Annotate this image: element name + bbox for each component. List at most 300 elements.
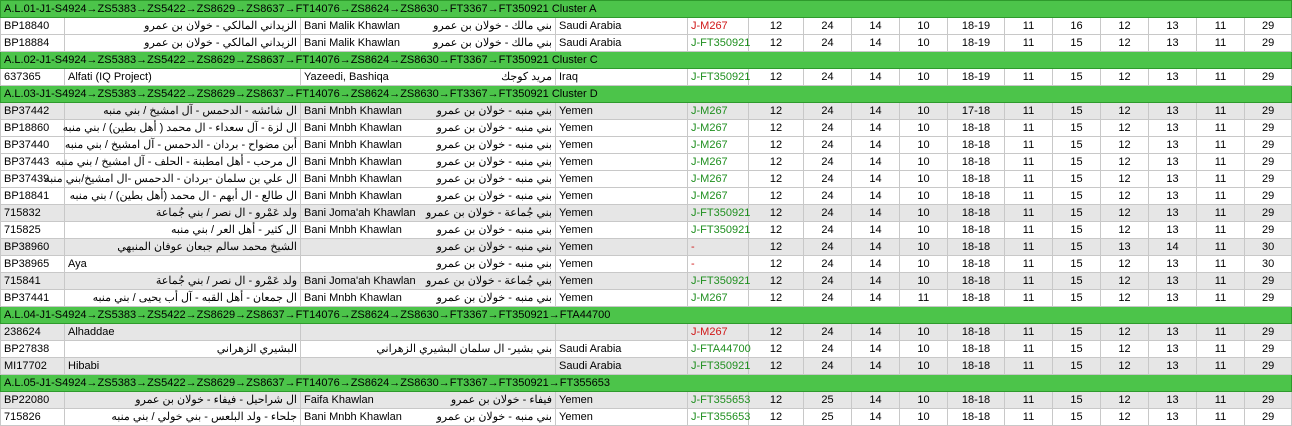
kit-id-cell: BP22080 <box>1 392 65 409</box>
tribe-cell <box>301 273 556 290</box>
str-value-cell: 15 <box>1053 341 1101 358</box>
table-row[interactable] <box>1 137 1292 154</box>
tribe-arabic: بني بشير- ال سلمان البشيري الزهراني <box>376 343 552 355</box>
str-value-cell: 24 <box>804 137 852 154</box>
tribe-arabic: فيفاء - خولان بن عمرو <box>450 394 552 406</box>
tribe-arabic: بني منبه - خولان بن عمرو <box>436 258 552 270</box>
str-value-cell: 12 <box>749 341 804 358</box>
str-value-cell: 12 <box>1101 69 1149 86</box>
str-value-cell: 10 <box>900 358 948 375</box>
country-cell <box>556 324 688 341</box>
str-value-cell: 13 <box>1149 341 1197 358</box>
str-value-cell: 11 <box>1197 137 1245 154</box>
tribe-arabic: بني منبه - خولان بن عمرو <box>436 105 552 117</box>
lineage-name-cell: ال لزة - آل سعداء - ال محمد ( أهل بطين) / بني منبه <box>65 120 301 137</box>
haplogroup-cell: J-M267 <box>688 290 749 307</box>
str-value-cell: 11 <box>1197 239 1245 256</box>
lineage-name-cell: Hibabi <box>65 358 301 375</box>
str-value-cell: 18-18 <box>948 222 1005 239</box>
str-value-cell: 24 <box>804 188 852 205</box>
str-value-cell: 10 <box>900 35 948 52</box>
tribe-cell <box>301 35 556 52</box>
haplogroup-cell: J-FT350921 <box>688 35 749 52</box>
str-value-cell: 12 <box>1101 222 1149 239</box>
str-value-cell: 13 <box>1149 324 1197 341</box>
tribe-arabic: بني منبه - خولان بن عمرو <box>436 292 552 304</box>
str-value-cell: 11 <box>1005 154 1053 171</box>
tribe-latin: Bani Malik Khawlan <box>304 37 400 49</box>
str-value-cell: 12 <box>1101 273 1149 290</box>
str-value-cell: 18-18 <box>948 171 1005 188</box>
haplogroup-cell: J-FT350921 <box>688 69 749 86</box>
str-value-cell: 14 <box>852 324 900 341</box>
str-value-cell: 29 <box>1245 290 1292 307</box>
str-value-cell: 12 <box>749 409 804 426</box>
str-value-cell: 15 <box>1053 256 1101 273</box>
str-value-cell: 29 <box>1245 103 1292 120</box>
str-value-cell: 11 <box>1005 341 1053 358</box>
str-value-cell: 15 <box>1053 171 1101 188</box>
str-value-cell: 13 <box>1149 137 1197 154</box>
str-value-cell: 24 <box>804 256 852 273</box>
str-value-cell: 11 <box>1005 290 1053 307</box>
str-value-cell: 14 <box>852 154 900 171</box>
tribe-latin: Bani Mnbh Khawlan <box>304 122 402 134</box>
country-cell: Yemen <box>556 154 688 171</box>
str-value-cell: 18-18 <box>948 409 1005 426</box>
str-value-cell: 15 <box>1053 154 1101 171</box>
str-value-cell: 12 <box>749 69 804 86</box>
str-value-cell: 14 <box>852 103 900 120</box>
str-value-cell: 11 <box>1197 256 1245 273</box>
haplogroup-cell: - <box>688 239 749 256</box>
str-value-cell: 18-18 <box>948 205 1005 222</box>
str-value-cell: 10 <box>900 188 948 205</box>
str-value-cell: 12 <box>1101 154 1149 171</box>
str-value-cell: 11 <box>1005 35 1053 52</box>
str-value-cell: 24 <box>804 273 852 290</box>
table-row[interactable] <box>1 409 1292 426</box>
str-value-cell: 30 <box>1245 256 1292 273</box>
str-value-cell: 24 <box>804 239 852 256</box>
str-value-cell: 11 <box>1005 358 1053 375</box>
tribe-cell <box>301 324 556 341</box>
str-value-cell: 14 <box>852 239 900 256</box>
kit-id-cell: 715832 <box>1 205 65 222</box>
str-value-cell: 15 <box>1053 290 1101 307</box>
lineage-name-cell: ال شائشه - الدحمس - آل امشيخ / بني منبه <box>65 103 301 120</box>
str-value-cell: 12 <box>749 324 804 341</box>
str-value-cell: 11 <box>1197 409 1245 426</box>
lineage-name-cell: البشيري الزهراني <box>65 341 301 358</box>
str-value-cell: 11 <box>1005 222 1053 239</box>
str-value-cell: 13 <box>1149 35 1197 52</box>
str-value-cell: 11 <box>1005 18 1053 35</box>
cluster-header-row <box>1 307 1292 324</box>
tribe-cell <box>301 290 556 307</box>
str-value-cell: 17-18 <box>948 103 1005 120</box>
lineage-name-cell: ال طالع - ال أبهم - ال محمد (أهل بطين) / بني منبه <box>65 188 301 205</box>
tribe-cell <box>301 256 556 273</box>
str-value-cell: 12 <box>1101 137 1149 154</box>
str-value-cell: 14 <box>852 120 900 137</box>
str-value-cell: 12 <box>1101 188 1149 205</box>
kit-id-cell: 238624 <box>1 324 65 341</box>
kit-id-cell: 715841 <box>1 273 65 290</box>
str-value-cell: 12 <box>1101 171 1149 188</box>
tribe-latin: Faifa Khawlan <box>304 394 374 406</box>
str-value-cell: 29 <box>1245 205 1292 222</box>
haplogroup-cell: J-FTA44700 <box>688 341 749 358</box>
str-value-cell: 11 <box>1005 188 1053 205</box>
str-value-cell: 12 <box>749 205 804 222</box>
str-value-cell: 13 <box>1149 120 1197 137</box>
country-cell: Yemen <box>556 120 688 137</box>
str-value-cell: 13 <box>1101 239 1149 256</box>
country-cell: Yemen <box>556 171 688 188</box>
str-value-cell: 24 <box>804 35 852 52</box>
str-value-cell: 13 <box>1149 392 1197 409</box>
table-row[interactable] <box>1 35 1292 52</box>
str-value-cell: 18-18 <box>948 137 1005 154</box>
str-value-cell: 10 <box>900 137 948 154</box>
table-row[interactable] <box>1 239 1292 256</box>
str-value-cell: 25 <box>804 392 852 409</box>
str-value-cell: 10 <box>900 239 948 256</box>
country-cell: Yemen <box>556 409 688 426</box>
tribe-arabic: بني منبه - خولان بن عمرو <box>436 190 552 202</box>
str-value-cell: 13 <box>1149 154 1197 171</box>
country-cell: Yemen <box>556 290 688 307</box>
str-value-cell: 13 <box>1149 188 1197 205</box>
str-value-cell: 18-18 <box>948 358 1005 375</box>
tribe-cell <box>301 392 556 409</box>
haplogroup-cell: J-FT350921 <box>688 358 749 375</box>
str-value-cell: 15 <box>1053 120 1101 137</box>
str-value-cell: 11 <box>1197 35 1245 52</box>
str-value-cell: 24 <box>804 341 852 358</box>
lineage-name-cell: ال جمعان - أهل القبه - آل أب يحيى / بني منبه <box>65 290 301 307</box>
str-value-cell: 29 <box>1245 341 1292 358</box>
str-value-cell: 11 <box>1197 171 1245 188</box>
str-value-cell: 11 <box>1005 409 1053 426</box>
str-value-cell: 11 <box>1005 256 1053 273</box>
haplogroup-cell: J-M267 <box>688 18 749 35</box>
str-value-cell: 12 <box>749 273 804 290</box>
str-value-cell: 11 <box>1005 205 1053 222</box>
haplogroup-cell: J-M267 <box>688 171 749 188</box>
lineage-name-cell: Alhaddae <box>65 324 301 341</box>
cluster-header-row <box>1 52 1292 69</box>
str-value-cell: 12 <box>749 18 804 35</box>
tribe-latin: Bani Joma'ah Khawlan <box>304 207 416 219</box>
tribe-latin: Yazeedi, Bashiqa <box>304 71 389 83</box>
tribe-cell <box>301 18 556 35</box>
str-value-cell: 10 <box>900 120 948 137</box>
str-value-cell: 11 <box>1005 137 1053 154</box>
cluster-header-row <box>1 375 1292 392</box>
str-value-cell: 14 <box>852 205 900 222</box>
str-value-cell: 15 <box>1053 205 1101 222</box>
str-value-cell: 10 <box>900 171 948 188</box>
lineage-name-cell: جلحاء - ولد البلعس - بني خولي / بني منبه <box>65 409 301 426</box>
str-value-cell: 14 <box>852 35 900 52</box>
str-value-cell: 29 <box>1245 171 1292 188</box>
str-value-cell: 14 <box>852 137 900 154</box>
country-cell: Yemen <box>556 256 688 273</box>
tribe-arabic: بني منبه - خولان بن عمرو <box>436 241 552 253</box>
table-row[interactable] <box>1 205 1292 222</box>
tribe-arabic: بني جُماعة - خولان بن عمرو <box>425 207 552 219</box>
table-row[interactable] <box>1 188 1292 205</box>
country-cell: Saudi Arabia <box>556 35 688 52</box>
tribe-arabic: بني منبه - خولان بن عمرو <box>436 224 552 236</box>
lineage-name-cell: ال مرحب - أهل امطبنة - الحلف - آل امشيخ / بني منبه <box>65 154 301 171</box>
str-value-cell: 10 <box>900 409 948 426</box>
str-value-cell: 10 <box>900 273 948 290</box>
str-value-cell: 18-18 <box>948 324 1005 341</box>
str-value-cell: 15 <box>1053 69 1101 86</box>
str-value-cell: 11 <box>1005 324 1053 341</box>
str-value-cell: 29 <box>1245 392 1292 409</box>
str-value-cell: 18-18 <box>948 154 1005 171</box>
tribe-latin: Bani Mnbh Khawlan <box>304 139 402 151</box>
str-value-cell: 18-18 <box>948 341 1005 358</box>
table-row[interactable] <box>1 256 1292 273</box>
table-row[interactable] <box>1 290 1292 307</box>
table-row[interactable] <box>1 154 1292 171</box>
tribe-arabic: بني مالك - خولان بن عمرو <box>433 37 552 49</box>
str-value-cell: 18-18 <box>948 256 1005 273</box>
lineage-name-cell: أبن مضواح - بردان - الدحمس - آل امشيخ / بني منبه <box>65 137 301 154</box>
table-row[interactable] <box>1 392 1292 409</box>
haplogroup-cell: J-FT355653 <box>688 392 749 409</box>
lineage-name-cell: ولد عَمْرو - ال نصر / بني جُماعة <box>65 273 301 290</box>
str-value-cell: 12 <box>749 290 804 307</box>
str-value-cell: 18-18 <box>948 392 1005 409</box>
str-value-cell: 14 <box>852 222 900 239</box>
str-value-cell: 11 <box>1197 358 1245 375</box>
str-value-cell: 18-18 <box>948 188 1005 205</box>
tribe-cell <box>301 341 556 358</box>
haplogroup-cell: J-M267 <box>688 137 749 154</box>
str-value-cell: 29 <box>1245 222 1292 239</box>
cluster-label: A.L.03-J1-S4924→ZS5383→ZS5422→ZS8629→ZS8637→FT14076→ZS8624→ZS8630→FT3367→FT350921 Cluster D <box>1 86 1292 103</box>
str-value-cell: 11 <box>1197 69 1245 86</box>
cluster-label: A.L.05-J1-S4924→ZS5383→ZS5422→ZS8629→ZS8637→FT14076→ZS8624→ZS8630→FT3367→FT350921→FT355653 <box>1 375 1292 392</box>
cluster-label: A.L.01-J1-S4924→ZS5383→ZS5422→ZS8629→ZS8637→FT14076→ZS8624→ZS8630→FT3367→FT350921 Cluster A <box>1 1 1292 18</box>
str-value-cell: 14 <box>1149 239 1197 256</box>
tribe-latin: Bani Mnbh Khawlan <box>304 105 402 117</box>
country-cell: Yemen <box>556 205 688 222</box>
table-row[interactable] <box>1 273 1292 290</box>
table-row[interactable] <box>1 222 1292 239</box>
kit-id-cell: BP27838 <box>1 341 65 358</box>
str-value-cell: 13 <box>1149 273 1197 290</box>
str-value-cell: 10 <box>900 103 948 120</box>
str-value-cell: 13 <box>1149 256 1197 273</box>
str-value-cell: 29 <box>1245 137 1292 154</box>
tribe-cell <box>301 205 556 222</box>
table-row[interactable] <box>1 103 1292 120</box>
str-value-cell: 15 <box>1053 35 1101 52</box>
kit-id-cell: MI17702 <box>1 358 65 375</box>
lineage-name-cell: الشيخ محمد سالم جبعان عوفان المنبهي <box>65 239 301 256</box>
str-value-cell: 12 <box>1101 324 1149 341</box>
str-value-cell: 11 <box>1197 205 1245 222</box>
tribe-latin: Bani Mnbh Khawlan <box>304 411 402 423</box>
str-value-cell: 12 <box>1101 120 1149 137</box>
str-value-cell: 29 <box>1245 120 1292 137</box>
str-value-cell: 14 <box>852 358 900 375</box>
str-value-cell: 15 <box>1053 392 1101 409</box>
str-value-cell: 24 <box>804 154 852 171</box>
kit-id-cell: BP37441 <box>1 290 65 307</box>
str-value-cell: 29 <box>1245 18 1292 35</box>
table-row[interactable] <box>1 171 1292 188</box>
str-value-cell: 15 <box>1053 222 1101 239</box>
haplogroup-cell: J-M267 <box>688 188 749 205</box>
str-value-cell: 18-19 <box>948 18 1005 35</box>
country-cell: Iraq <box>556 69 688 86</box>
lineage-name-cell: ولد عَمْرو - ال نصر / بني جُماعة <box>65 205 301 222</box>
tribe-latin: Bani Mnbh Khawlan <box>304 292 402 304</box>
tribe-latin: Bani Mnbh Khawlan <box>304 173 402 185</box>
str-value-cell: 10 <box>900 324 948 341</box>
country-cell: Saudi Arabia <box>556 18 688 35</box>
country-cell: Saudi Arabia <box>556 341 688 358</box>
tribe-arabic: بني مالك - خولان بن عمرو <box>433 20 552 32</box>
str-value-cell: 15 <box>1053 273 1101 290</box>
haplogroup-cell: J-FT350921 <box>688 205 749 222</box>
str-value-cell: 10 <box>900 392 948 409</box>
str-value-cell: 10 <box>900 205 948 222</box>
tribe-latin: Bani Joma'ah Khawlan <box>304 275 416 287</box>
str-value-cell: 10 <box>900 69 948 86</box>
country-cell: Yemen <box>556 273 688 290</box>
str-value-cell: 29 <box>1245 409 1292 426</box>
country-cell: Yemen <box>556 188 688 205</box>
str-value-cell: 29 <box>1245 324 1292 341</box>
str-value-cell: 24 <box>804 120 852 137</box>
str-value-cell: 24 <box>804 103 852 120</box>
kit-id-cell: BP37443 <box>1 154 65 171</box>
str-value-cell: 12 <box>1101 358 1149 375</box>
table-row[interactable] <box>1 358 1292 375</box>
str-value-cell: 12 <box>1101 103 1149 120</box>
tribe-arabic: مريد كوجك <box>501 71 552 83</box>
str-value-cell: 11 <box>1197 188 1245 205</box>
str-value-cell: 24 <box>804 222 852 239</box>
table-row[interactable] <box>1 69 1292 86</box>
tribe-arabic: بني منبه - خولان بن عمرو <box>436 156 552 168</box>
lineage-name-cell: ال علي بن سلمان -بردان - الدحمس -ال امشيخ/بني منبه <box>65 171 301 188</box>
str-value-cell: 14 <box>852 69 900 86</box>
str-value-cell: 18-18 <box>948 290 1005 307</box>
str-value-cell: 12 <box>749 358 804 375</box>
tribe-latin: Bani Mnbh Khawlan <box>304 156 402 168</box>
country-cell: Yemen <box>556 222 688 239</box>
str-value-cell: 12 <box>749 154 804 171</box>
str-value-cell: 24 <box>804 18 852 35</box>
country-cell: Yemen <box>556 137 688 154</box>
str-value-cell: 14 <box>852 392 900 409</box>
str-value-cell: 12 <box>749 103 804 120</box>
str-value-cell: 14 <box>852 171 900 188</box>
str-value-cell: 11 <box>1197 290 1245 307</box>
str-value-cell: 29 <box>1245 154 1292 171</box>
tribe-latin: Bani Mnbh Khawlan <box>304 224 402 236</box>
kit-id-cell: 715826 <box>1 409 65 426</box>
str-value-cell: 15 <box>1053 358 1101 375</box>
tribe-arabic: بني منبه - خولان بن عمرو <box>436 173 552 185</box>
table-row[interactable] <box>1 18 1292 35</box>
str-value-cell: 11 <box>1005 239 1053 256</box>
str-value-cell: 29 <box>1245 358 1292 375</box>
str-value-cell: 14 <box>852 18 900 35</box>
tribe-cell <box>301 154 556 171</box>
str-value-cell: 11 <box>900 290 948 307</box>
str-value-cell: 12 <box>1101 205 1149 222</box>
haplogroup-cell: J-M267 <box>688 154 749 171</box>
str-value-cell: 15 <box>1053 137 1101 154</box>
str-value-cell: 11 <box>1197 103 1245 120</box>
str-value-cell: 12 <box>1101 256 1149 273</box>
tribe-cell <box>301 409 556 426</box>
str-value-cell: 15 <box>1053 409 1101 426</box>
str-value-cell: 18-19 <box>948 35 1005 52</box>
str-value-cell: 11 <box>1197 18 1245 35</box>
tribe-cell <box>301 103 556 120</box>
haplogroup-cell: J-FT355653 <box>688 409 749 426</box>
kit-id-cell: BP18840 <box>1 18 65 35</box>
cluster-label: A.L.04-J1-S4924→ZS5383→ZS5422→ZS8629→ZS8637→FT14076→ZS8624→ZS8630→FT3367→FT350921→FTA44700 <box>1 307 1292 324</box>
str-value-cell: 14 <box>852 273 900 290</box>
kit-id-cell: BP38960 <box>1 239 65 256</box>
str-value-cell: 11 <box>1197 324 1245 341</box>
str-value-cell: 30 <box>1245 239 1292 256</box>
str-value-cell: 24 <box>804 171 852 188</box>
table-row[interactable] <box>1 120 1292 137</box>
cluster-label: A.L.02-J1-S4924→ZS5383→ZS5422→ZS8629→ZS8637→FT14076→ZS8624→ZS8630→FT3367→FT350921 Cluster C <box>1 52 1292 69</box>
tribe-cell <box>301 171 556 188</box>
str-value-cell: 12 <box>749 35 804 52</box>
str-value-cell: 13 <box>1149 358 1197 375</box>
country-cell: Yemen <box>556 392 688 409</box>
str-value-cell: 29 <box>1245 69 1292 86</box>
str-value-cell: 10 <box>900 341 948 358</box>
tribe-cell <box>301 239 556 256</box>
str-value-cell: 18-19 <box>948 69 1005 86</box>
str-value-cell: 13 <box>1149 222 1197 239</box>
table-row[interactable] <box>1 341 1292 358</box>
str-value-cell: 10 <box>900 154 948 171</box>
table-row[interactable] <box>1 324 1292 341</box>
kit-id-cell: 637365 <box>1 69 65 86</box>
haplogroup-cell: J-M267 <box>688 103 749 120</box>
country-cell: Yemen <box>556 239 688 256</box>
country-cell: Saudi Arabia <box>556 358 688 375</box>
tribe-latin: Bani Mnbh Khawlan <box>304 190 402 202</box>
lineage-name-cell: الزيداني المالكي - خولان بن عمرو <box>65 35 301 52</box>
str-value-cell: 25 <box>804 409 852 426</box>
str-value-cell: 29 <box>1245 35 1292 52</box>
str-value-cell: 18-18 <box>948 273 1005 290</box>
str-value-cell: 24 <box>804 358 852 375</box>
str-value-cell: 12 <box>749 137 804 154</box>
tribe-cell <box>301 188 556 205</box>
str-value-cell: 12 <box>1101 35 1149 52</box>
